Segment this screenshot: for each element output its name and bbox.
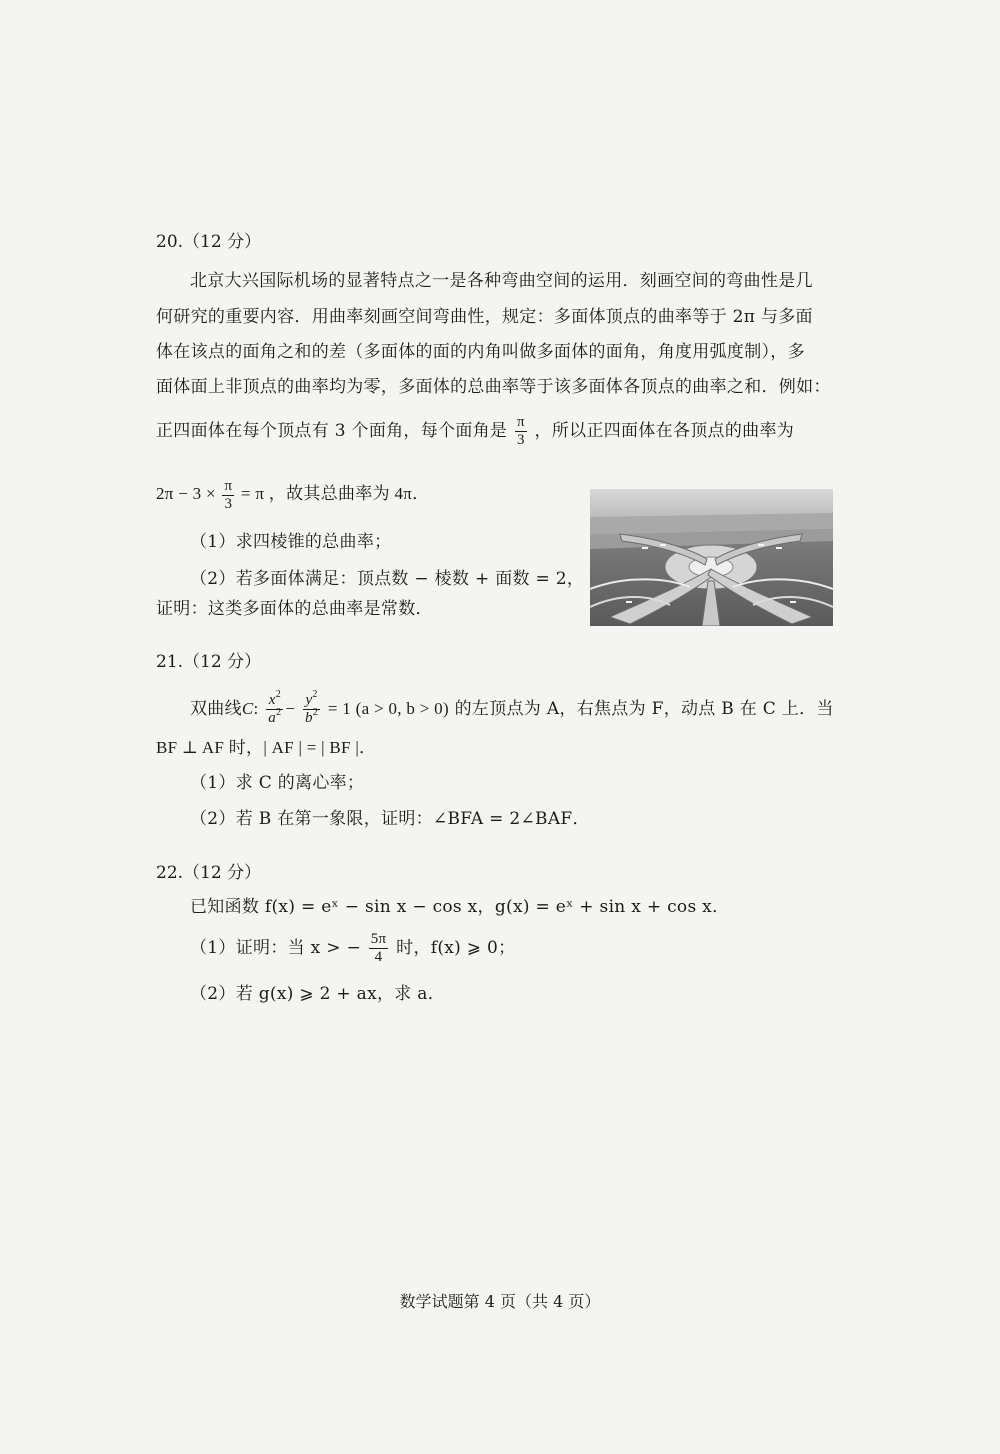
q21-header: 21.（12 分） bbox=[156, 652, 262, 672]
q22-part-1 bbox=[190, 928, 515, 968]
pi-over-3-fraction bbox=[515, 414, 527, 449]
fraction-denominator: $a^2$ bbox=[268, 707, 282, 726]
page-footer: 数学试题第 4 页（共 4 页） bbox=[399, 1292, 601, 1311]
q20-line-6-after: = π ，故其总曲率为 4π． bbox=[240, 484, 430, 503]
q20-line-5-after: ，所以正四面体在各顶点的曲率为 bbox=[534, 421, 795, 441]
fraction-denominator: 3 bbox=[224, 495, 233, 512]
y-squared-over-b-squared bbox=[303, 689, 320, 727]
fraction-numerator: $x^2$ bbox=[266, 692, 283, 710]
q20-line-6-before: 2π − 3 × bbox=[156, 484, 216, 503]
fraction-numerator: 5π bbox=[370, 931, 387, 947]
q22-line-1: 已知函数 f(x) = eˣ − sin x − cos x，g(x) = eˣ + sin x + cos x． bbox=[190, 897, 730, 917]
q22-part-2: （2）若 g(x) ⩾ 2 + ax，求 a． bbox=[190, 984, 446, 1004]
q22-header: 22.（12 分） bbox=[156, 863, 262, 883]
q20-part-2-continued: 证明：这类多面体的总曲率是常数． bbox=[156, 599, 433, 619]
q20-line-3: 体在该点的面角之和的差（多面体的面的内角叫做多面体的面角，角度用弧度制），多 bbox=[156, 342, 805, 362]
q20-part-1: （1）求四棱锥的总曲率； bbox=[190, 532, 392, 552]
fraction-denominator: $b^2$ bbox=[305, 707, 319, 726]
colon: : bbox=[253, 699, 259, 718]
q21-intro-before: 双曲线 bbox=[190, 699, 242, 719]
q22-part-1-after: 时，f(x) ⩾ 0； bbox=[396, 938, 516, 958]
q21-line-1 bbox=[190, 686, 834, 732]
q20-line-5-before: 正四面体在每个顶点有 3 个面角，每个面角是 bbox=[156, 421, 508, 441]
q20-line-6 bbox=[156, 476, 429, 513]
minus-sign: − bbox=[285, 699, 296, 718]
fraction-denominator: 3 bbox=[516, 432, 525, 448]
q21-part-2: （2）若 B 在第一象限，证明：∠BFA = 2∠BAF． bbox=[190, 809, 590, 829]
q21-intro-after: 的左顶点为 A，右焦点为 F，动点 B 在 C 上．当 bbox=[448, 699, 834, 719]
fraction-denominator: 4 bbox=[374, 949, 383, 965]
airport-aerial-image bbox=[590, 489, 833, 626]
q20-line-2: 何研究的重要内容．用曲率刻画空间弯曲性，规定：多面体顶点的曲率等于 2π 与多面 bbox=[156, 307, 813, 327]
five-pi-over-4-fraction bbox=[369, 931, 389, 966]
curve-name: C bbox=[241, 699, 254, 718]
pi-over-3-fraction-2 bbox=[222, 478, 234, 513]
q20-line-5 bbox=[156, 413, 794, 449]
q20-header: 20.（12 分） bbox=[156, 232, 262, 252]
airport-aerial-photo bbox=[590, 489, 833, 626]
fraction-numerator: $y^2$ bbox=[303, 692, 320, 710]
x-squared-over-a-squared bbox=[266, 689, 283, 727]
equation-tail: = 1 (a > 0, b > 0) bbox=[327, 699, 449, 718]
fraction-numerator: π bbox=[516, 414, 525, 430]
q20-line-4: 面体面上非顶点的曲率均为零，多面体的总曲率等于该多面体各顶点的曲率之和．例如： bbox=[156, 377, 831, 397]
q21-part-1: （1）求 C 的离心率； bbox=[190, 773, 365, 793]
q20-line-1: 北京大兴国际机场的显著特点之一是各种弯曲空间的运用．刻画空间的弯曲性是几 bbox=[190, 271, 813, 291]
q21-line-2: BF ⊥ AF 时，| AF | = | BF |． bbox=[156, 738, 377, 757]
q20-part-2: （2）若多面体满足：顶点数 − 棱数 + 面数 = 2， bbox=[190, 569, 585, 589]
q22-part-1-before: （1）证明：当 x > − bbox=[190, 938, 362, 958]
fraction-numerator: π bbox=[224, 477, 233, 494]
